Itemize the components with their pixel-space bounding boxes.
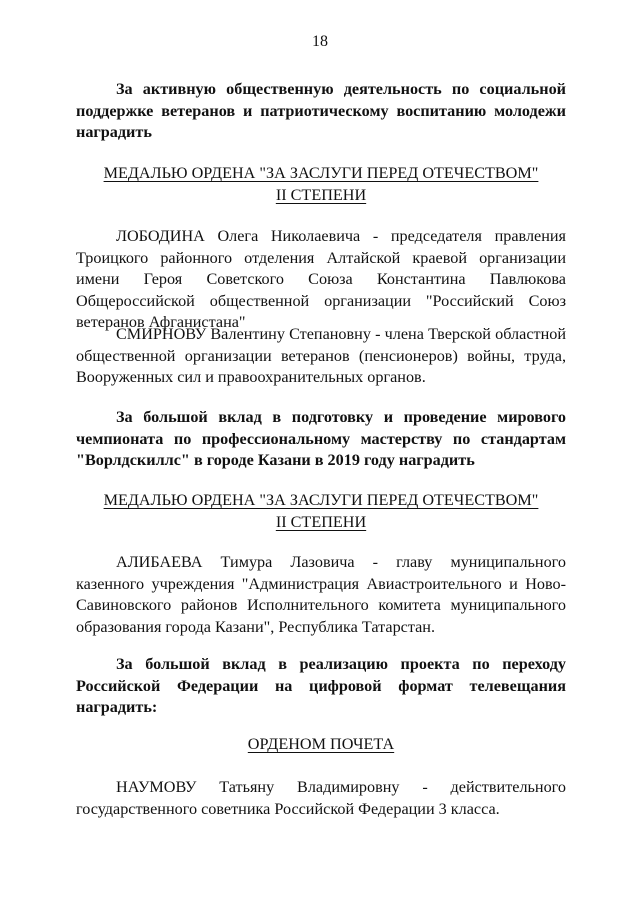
section-1-recipient-2 bbox=[76, 324, 566, 389]
section-2-heading bbox=[76, 407, 566, 472]
section-2-recipient-1 bbox=[76, 552, 566, 638]
section-heading-text: За большой вклад в реализацию проекта по переходу Российской Федерации на цифровой формат телевещания наградить: bbox=[76, 655, 566, 717]
section-3-heading bbox=[76, 654, 566, 719]
section-3-award-title bbox=[76, 734, 566, 756]
recipient-text: НАУМОВУ Татьяну Владимировну - действительного государственного советника Российской Федерации 3 класса. bbox=[76, 778, 566, 818]
award-title-line-1: МЕДАЛЬЮ ОРДЕНА "ЗА ЗАСЛУГИ ПЕРЕД ОТЕЧЕСТВОМ" bbox=[103, 491, 539, 509]
section-heading-text: За активную общественную деятельность по социальной поддержке ветеранов и патриотическому воспитанию молодежи наградить bbox=[76, 80, 566, 142]
award-title-line-2: II СТЕПЕНИ bbox=[275, 185, 367, 204]
section-3-recipient-1 bbox=[76, 777, 566, 820]
recipient-text: СМИРНОВУ Валентину Степановну - члена Тверской областной общественной организации ветеранов (пенсионеров) войны, труда, Вооруженных сил и правоохранительных органов. bbox=[76, 325, 566, 387]
section-1-heading bbox=[76, 79, 566, 144]
recipient-text: АЛИБАЕВА Тимура Лазовича - главу муниципального казенного учреждения "Администрация Авиастроительного и Ново-Савиновского районов Исполнительного комитета муниципального образования города Казани", Республика Татарстан. bbox=[76, 553, 566, 636]
recipient-text: ЛОБОДИНА Олега Николаевича - председателя правления Троицкого районного отделения Алтайской краевой организации имени Героя Советского Союза Константина Павлюкова Общероссийской общественной организации "Российский Союз ветеранов Афганистана" bbox=[76, 227, 566, 332]
section-heading-text: За большой вклад в подготовку и проведение мирового чемпионата по профессиональному мастерству по стандартам "Ворлдскиллс" в городе Казани в 2019 году наградить bbox=[76, 408, 566, 470]
award-title-line-1: ОРДЕНОМ ПОЧЕТА bbox=[247, 735, 395, 753]
section-1-recipient-1 bbox=[76, 226, 566, 334]
section-1-award-title bbox=[76, 163, 566, 206]
award-title-line-2: II СТЕПЕНИ bbox=[275, 512, 367, 531]
section-2-award-title bbox=[76, 490, 566, 533]
award-title-line-1: МЕДАЛЬЮ ОРДЕНА "ЗА ЗАСЛУГИ ПЕРЕД ОТЕЧЕСТВОМ" bbox=[103, 164, 539, 182]
page-number: 18 bbox=[312, 33, 328, 50]
